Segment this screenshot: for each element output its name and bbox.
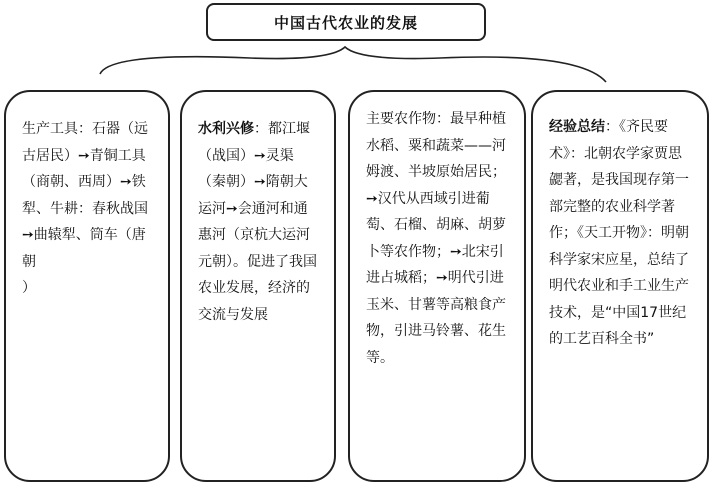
card-text: ：都江堰（战国）➙灵渠（秦朝）➙隋朝大运河➙会通河和通惠河（京杭大运河元朝）。促进了我国农业发展，经济的交流与发展 xyxy=(198,121,317,323)
brace-line xyxy=(100,47,606,82)
card-experience-summary xyxy=(531,90,709,482)
card-production-tools xyxy=(4,90,170,482)
card-text: 生产工具：石器（远古居民）➙青铜工具（商朝、西周）➙铁犁、牛耕：春秋战国➙曲辕犁、筒车（唐朝 ） xyxy=(22,121,148,296)
card-heading: 经验总结 xyxy=(549,119,605,135)
card-heading: 水利兴修 xyxy=(198,121,254,137)
card-text: 主要农作物：最早种植水稻、粟和蔬菜——河姆渡、半坡原始居民；➙汉代从西域引进葡萄、石榴、胡麻、胡萝卜等农作物；➙北宋引进占城稻；➙明代引进玉米、甘薯等高粮食产物，引进马铃薯、花生等。 xyxy=(366,111,506,366)
card-water-conservancy xyxy=(180,90,336,482)
diagram-title: 中国古代农业的发展 xyxy=(206,3,486,41)
card-text: ：《齐民要术》：北朝农学家贾思勰著，是我国现存第一部完整的农业科学著作；《天工开物》：明朝科学家宋应星，总结了明代农业和手工业生产技术，是“中国17世纪的工艺百科全书” xyxy=(549,119,689,347)
card-main-crops xyxy=(348,90,526,482)
